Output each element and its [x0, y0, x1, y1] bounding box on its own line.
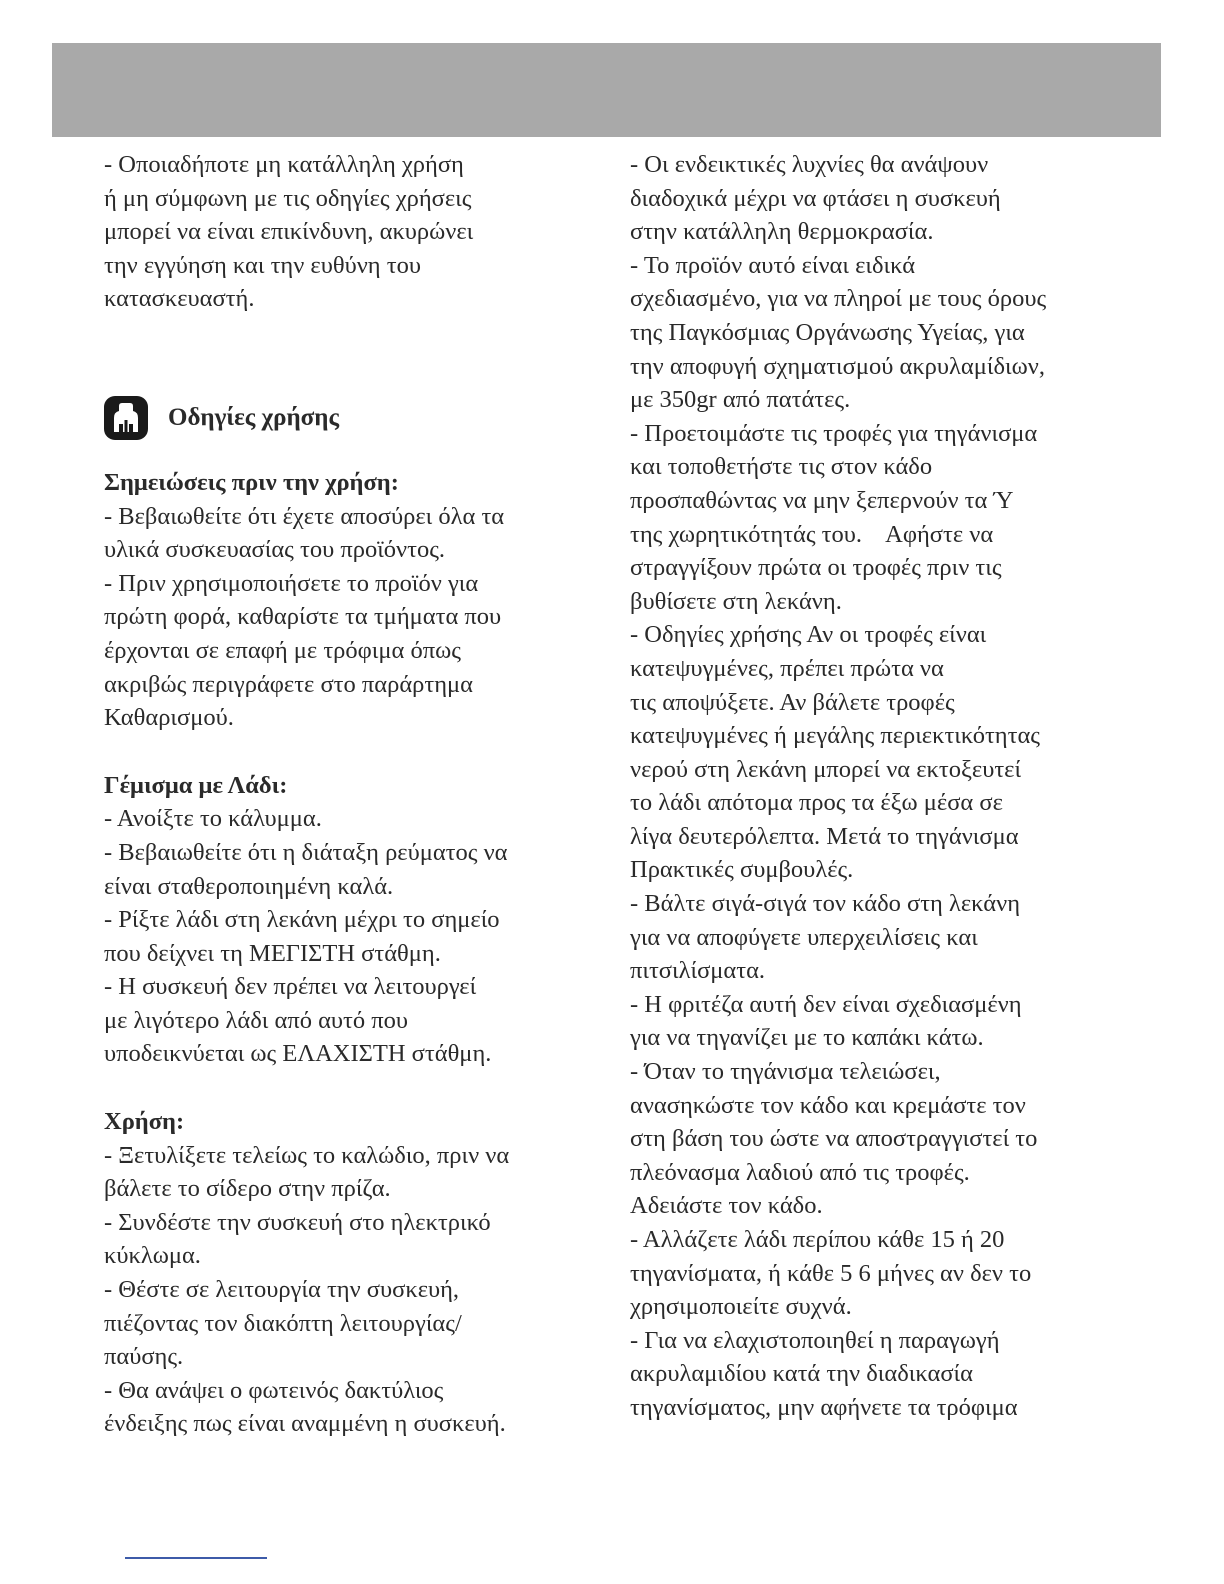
text-line: - Θέστε σε λειτουργία την συσκευή, — [104, 1276, 460, 1304]
text-line: Πρακτικές συμβουλές. — [630, 856, 854, 884]
text-line: με 350gr από πατάτες. — [630, 386, 851, 414]
text-line: - Οποιαδήποτε μη κατάλληλη χρήση — [104, 151, 464, 178]
text-line: παύσης. — [104, 1343, 184, 1371]
text-line: τηγανίσματα, ή κάθε 5 6 μήνες αν δεν το — [630, 1259, 1032, 1287]
text-line: με λιγότερο λάδι από αυτό που — [104, 1006, 409, 1034]
text-line: - Ξετυλίξετε τελείως το καλώδιο, πριν να — [104, 1141, 510, 1169]
text-line: - Θα ανάψει ο φωτεινός δακτύλιος — [104, 1376, 444, 1404]
text-line: και τοποθετήστε τις στον κάδο — [630, 453, 933, 481]
text-line: ακρυλαμιδίου κατά την διαδικασία — [630, 1360, 973, 1388]
text-line: την εγγύηση και την ευθύνη του — [104, 251, 421, 279]
left-column — [104, 148, 584, 1441]
text-line: υλικά συσκευασίας του προϊόντος. — [104, 536, 446, 564]
text-line: κατασκευαστή. — [104, 285, 255, 313]
text-line: πλεόνασμα λαδιού από τις τροφές. — [630, 1158, 970, 1186]
text-line: προσπαθώντας να μην ξεπερνούν τα Ύ — [630, 486, 1014, 514]
text-line: - Οδηγίες χρήσης Αν οι τροφές είναι — [630, 621, 987, 649]
use-section — [104, 1105, 584, 1441]
text-line: - Η συσκευή δεν πρέπει να λειτουργεί — [104, 973, 477, 1001]
text-line: χρησιμοποιείτε συχνά. — [630, 1293, 852, 1321]
text-line: - Βάλτε σιγά-σιγά τον κάδο στη λεκάνη — [630, 890, 1021, 918]
text-line: μπορεί να είναι επικίνδυνη, ακυρώνει — [104, 218, 474, 246]
notes-section — [104, 466, 584, 735]
text-line: Αδειάστε τον κάδο. — [630, 1192, 823, 1220]
text-line: είναι σταθεροποιημένη καλά. — [104, 872, 394, 900]
text-line: - Για να ελαχιστοποιηθεί η παραγωγή — [630, 1326, 1000, 1354]
text-line: - Ανοίξτε το κάλυμμα. — [104, 805, 322, 833]
text-line: κατεψυγμένες ή μεγάλης περιεκτικότητας — [630, 722, 1040, 750]
oil-heading: Γέμισμα με Λάδι: — [104, 771, 288, 799]
text-line: τις αποψύξετε. Αν βάλετε τροφές — [630, 688, 955, 716]
text-line: - Προετοιμάστε τις τροφές για τηγάνισμα — [630, 419, 1038, 447]
use-heading: Χρήση: — [104, 1108, 185, 1136]
text-line: κατεψυγμένες, πρέπει πρώτα να — [630, 654, 944, 682]
right-column — [630, 148, 1130, 1425]
text-line: έρχονται σε επαφή με τρόφιμα όπως — [104, 636, 461, 664]
footer-rule — [125, 1557, 267, 1559]
text-line: της Παγκόσμιας Οργάνωσης Υγείας, για — [630, 318, 1025, 346]
text-line: - Οι ενδεικτικές λυχνίες θα ανάψουν — [630, 151, 989, 178]
text-line: - Συνδέστε την συσκευή στο ηλεκτρικό — [104, 1208, 491, 1236]
text-line: βάλετε το σίδερο στην πρίζα. — [104, 1175, 391, 1203]
text-line: ανασηκώστε τον κάδο και κρεμάστε τον — [630, 1091, 1026, 1119]
text-line: λίγα δευτερόλεπτα. Μετά το τηγάνισμα — [630, 822, 1019, 850]
text-line: υποδεικνύεται ως ΕΛΑΧΙΣΤΗ στάθμη. — [104, 1040, 492, 1068]
text-line: ακριβώς περιγράφετε στο παράρτημα — [104, 670, 474, 698]
section-title: Οδηγίες χρήσης — [168, 404, 340, 432]
text-line: - Βεβαιωθείτε ότι έχετε αποσύρει όλα τα — [104, 502, 505, 530]
text-line: πρώτη φορά, καθαρίστε τα τμήματα που — [104, 603, 502, 631]
text-line: στη βάση του ώστε να αποστραγγιστεί το — [630, 1125, 1038, 1153]
text-line: - Πριν χρησιμοποιήσετε το προϊόν για — [104, 569, 479, 597]
text-line: - Αλλάζετε λάδι περίπου κάθε 15 ή 20 — [630, 1226, 1005, 1253]
text-line: - Η φριτέζα αυτή δεν είναι σχεδιασμένη — [630, 990, 1022, 1018]
text-line: Καθαρισμού. — [104, 704, 234, 732]
notes-heading: Σημειώσεις πριν την χρήση: — [104, 468, 399, 496]
manual-book-icon — [102, 394, 150, 442]
text-line: πιέζοντας τον διακόπτη λειτουργίας/ — [104, 1309, 462, 1337]
text-line: βυθίσετε στη λεκάνη. — [630, 587, 842, 615]
intro-paragraph — [104, 148, 584, 316]
text-line: για να τηγανίζει με το καπάκι κάτω. — [630, 1024, 984, 1052]
text-line: σχεδιασμένο, για να πληροί με τους όρους — [630, 285, 1047, 313]
section-heading — [104, 388, 584, 448]
oil-section — [104, 769, 584, 1071]
text-line: πιτσιλίσματα. — [630, 957, 766, 985]
text-line: στραγγίξουν πρώτα οι τροφές πριν τις — [630, 554, 1002, 582]
text-line: την αποφυγή σχηματισμού ακρυλαμίδιων, — [630, 352, 1045, 380]
text-line: νερού στη λεκάνη μπορεί να εκτοξευτεί — [630, 755, 1022, 783]
text-line: της χωρητικότητάς του. Αφήστε να — [630, 520, 994, 548]
text-line: - Ρίξτε λάδι στη λεκάνη μέχρι το σημείο — [104, 906, 500, 934]
text-line: που δείχνει τη ΜΕΓΙΣΤΗ στάθμη. — [104, 939, 441, 967]
text-line: τηγανίσματος, μην αφήνετε τα τρόφιμα — [630, 1393, 1018, 1421]
text-line: - Όταν το τηγάνισμα τελειώσει, — [630, 1058, 941, 1086]
text-line: - Βεβαιωθείτε ότι η διάταξη ρεύματος να — [104, 838, 508, 866]
text-line: για να αποφύγετε υπερχειλίσεις και — [630, 923, 978, 951]
header-bar — [52, 43, 1161, 137]
text-line: ένδειξης πως είναι αναμμένη η συσκευή. — [104, 1410, 506, 1438]
text-line: - Το προϊόν αυτό είναι ειδικά — [630, 251, 916, 279]
text-line: το λάδι απότομα προς τα έξω μέσα σε — [630, 789, 1003, 817]
text-line: στην κατάλληλη θερμοκρασία. — [630, 218, 934, 246]
text-line: διαδοχικά μέχρι να φτάσει η συσκευή — [630, 184, 1001, 212]
text-line: κύκλωμα. — [104, 1242, 201, 1270]
text-line: ή μη σύμφωνη με τις οδηγίες χρήσεις — [104, 184, 472, 212]
